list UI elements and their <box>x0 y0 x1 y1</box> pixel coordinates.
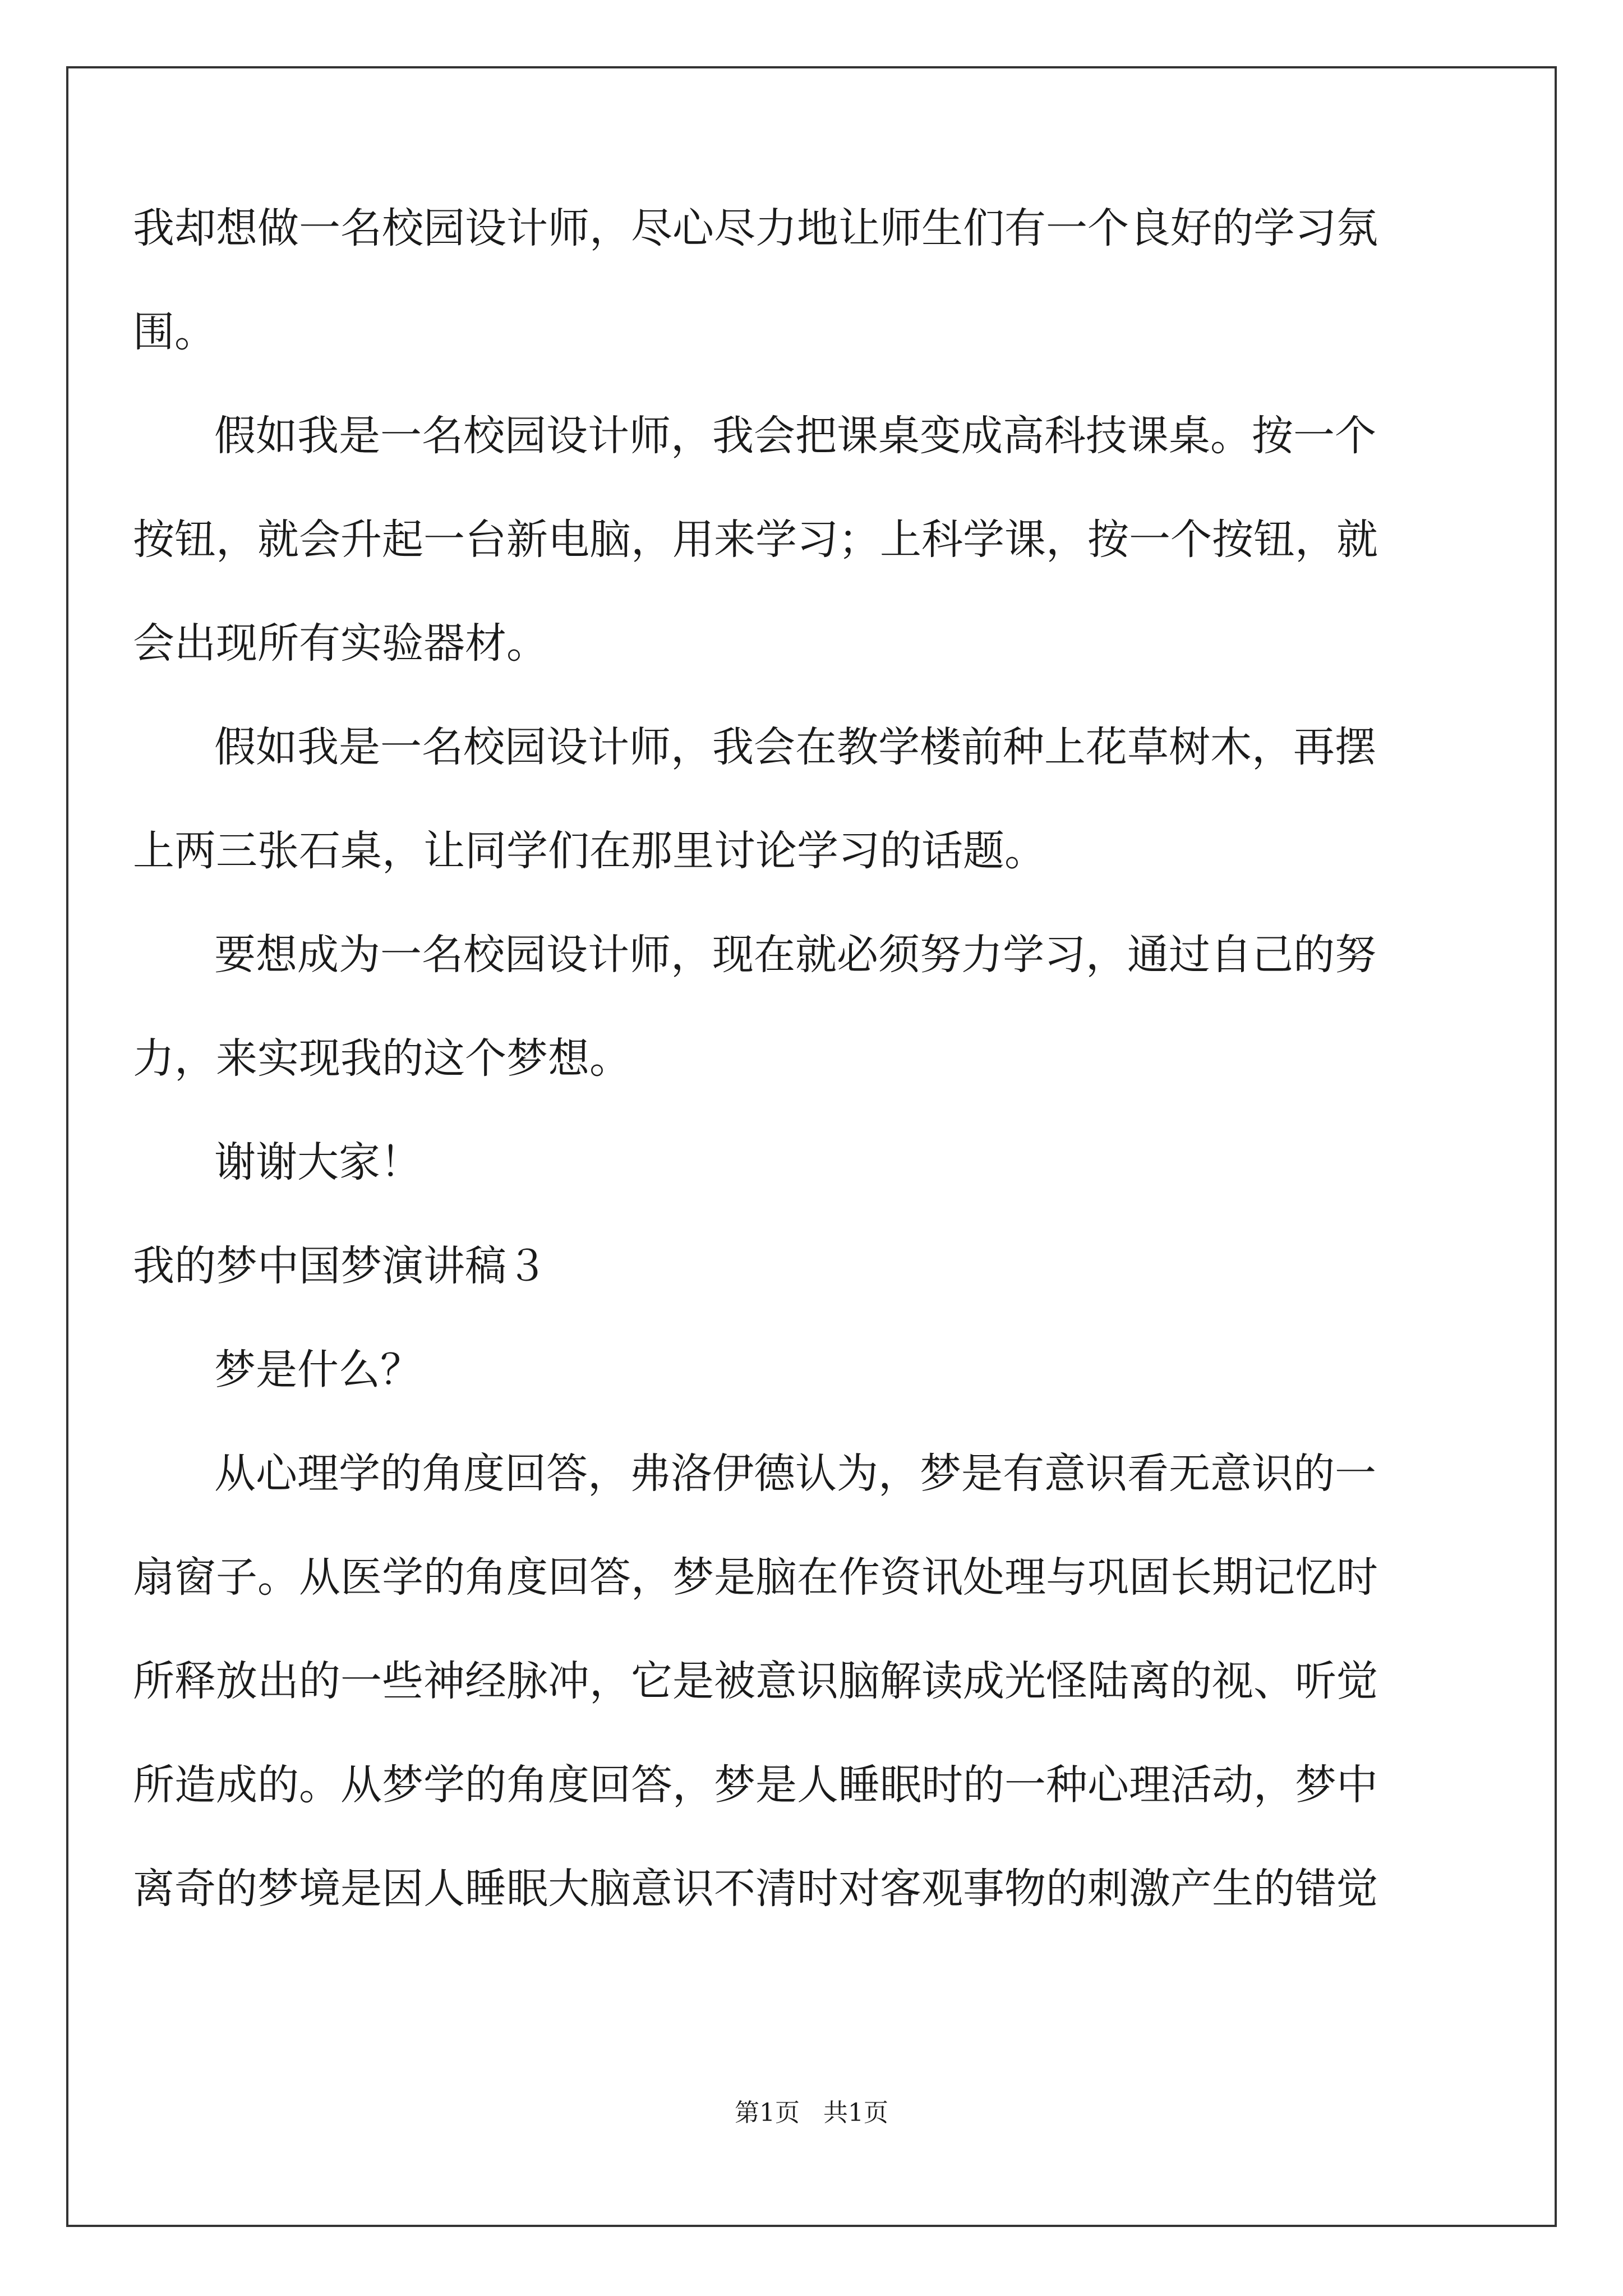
section-title: 我的梦中国梦演讲稿３ <box>133 1242 548 1290</box>
closing-thanks: 谢谢大家！ <box>214 1138 422 1186</box>
text-line-7: 上两三张石桌，让同学们在那里讨论学习的话题。 <box>133 827 1046 875</box>
text-line-15: 所释放出的一些神经脉冲，它是被意识脑解读成光怪陆离的视、听觉 <box>133 1657 1378 1705</box>
text-line-1: 我却想做一名校园设计师，尽心尽力地让师生们有一个良好的学习氛 <box>133 204 1378 252</box>
text-line-14: 扇窗子。从医学的角度回答，梦是脑在作资讯处理与巩固长期记忆时 <box>133 1553 1378 1602</box>
paragraph-start-line-12: 梦是什么？ <box>214 1346 422 1394</box>
page-footer: 第1页 共1页 <box>735 2099 888 2127</box>
paragraph-start-line-8: 要想成为一名校园设计师，现在就必须努力学习，通过自己的努 <box>214 931 1376 979</box>
paragraph-start-line-13: 从心理学的角度回答，弗洛伊德认为，梦是有意识看无意识的一 <box>214 1450 1376 1498</box>
paragraph-start-line-3: 假如我是一名校园设计师，我会把课桌变成高科技课桌。按一个 <box>214 412 1376 460</box>
text-line-9: 力，来实现我的这个梦想。 <box>133 1034 631 1083</box>
text-line-4: 按钮，就会升起一台新电脑，用来学习；上科学课，按一个按钮，就 <box>133 516 1378 564</box>
text-line-17: 离奇的梦境是因人睡眠大脑意识不清时对客观事物的刺激产生的错觉 <box>133 1865 1378 1913</box>
text-line-16: 所造成的。从梦学的角度回答，梦是人睡眠时的一种心理活动，梦中 <box>133 1761 1378 1809</box>
paragraph-start-line-6: 假如我是一名校园设计师，我会在教学楼前种上花草树木，再摆 <box>214 723 1376 771</box>
text-line-2: 围。 <box>133 308 216 356</box>
text-line-5: 会出现所有实验器材。 <box>133 619 548 668</box>
